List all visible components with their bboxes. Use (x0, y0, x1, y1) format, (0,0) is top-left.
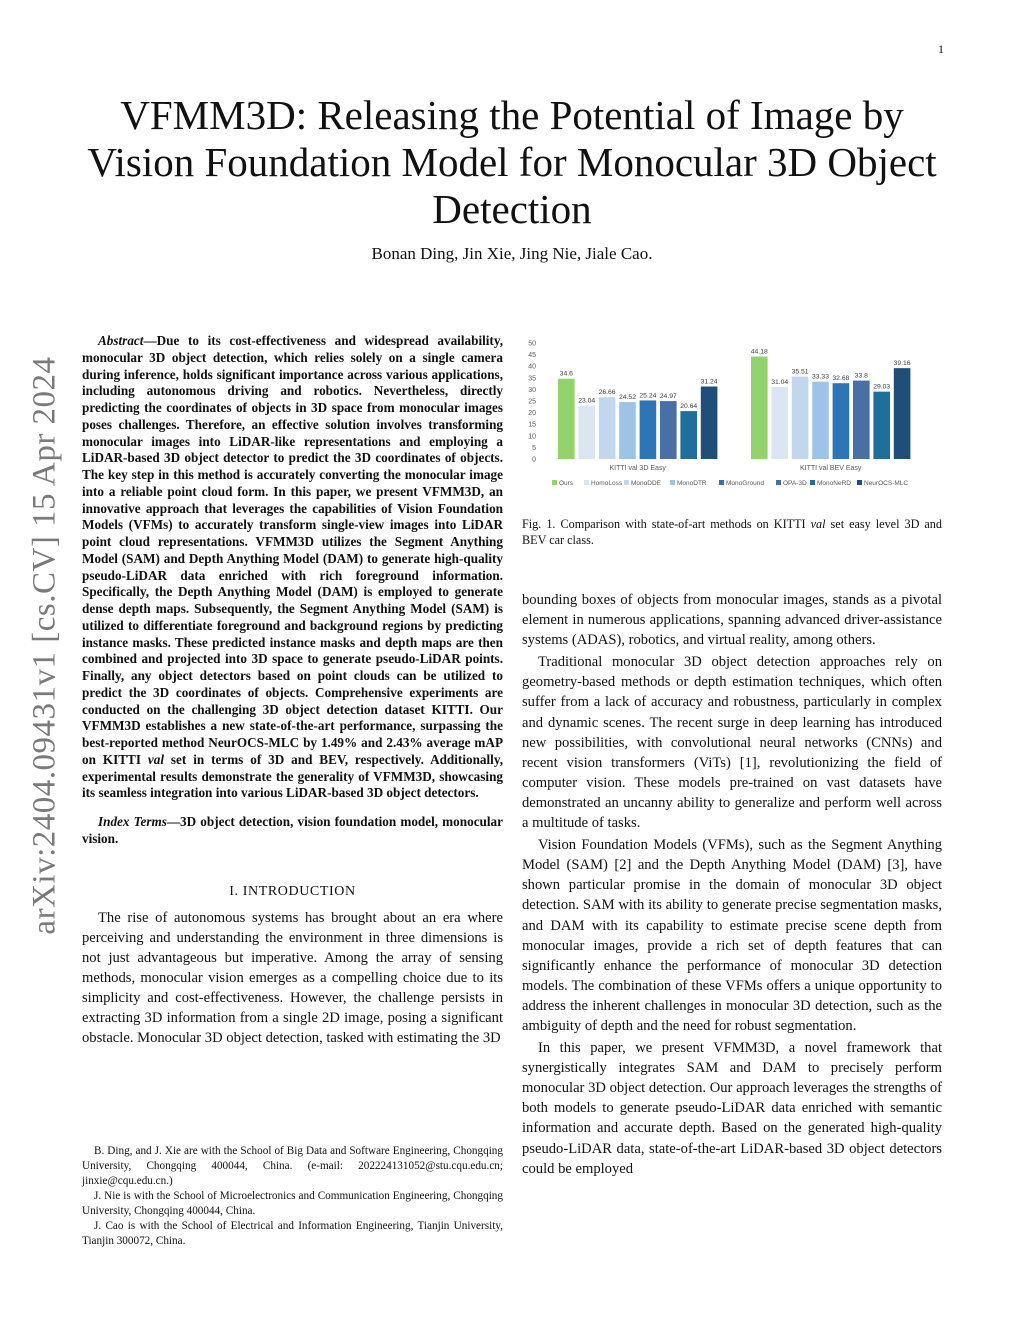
intro-paragraph: The rise of autonomous systems has brought about an era where perceiving and understanding the environment in three dimensions is not just advantageous but imperative. Among the array of sensing methods, monocular vision emerges as a compelling choice due to its simplicity and cost-effectiveness. However, the challenge persists in extracting 3D information from a single 2D image, posing a significant obstacle. Monocular 3D object detection, tasked with estimating the 3D (82, 909, 503, 1047)
legend-label: MonoNeRD (817, 480, 851, 487)
y-tick-label: 30 (528, 386, 536, 394)
bar (853, 381, 870, 459)
y-tick-label: 0 (532, 456, 536, 464)
bar (680, 411, 697, 459)
bar (640, 400, 657, 459)
author-list: Bonan Ding, Jin Xie, Jing Nie, Jiale Cao. (371, 244, 653, 263)
abstract-dash: — (143, 333, 157, 348)
bar-value-label: 32.68 (832, 375, 850, 383)
x-category-label: KITTI val BEV Easy (799, 465, 862, 472)
author-footnotes (82, 1144, 503, 1249)
legend-label: Ours (559, 480, 574, 487)
bar (701, 387, 718, 459)
title-line-3: Detection (432, 186, 592, 232)
index-terms-dash: — (166, 814, 181, 829)
bar-value-label: 33.8 (854, 372, 868, 380)
legend-swatch (584, 480, 589, 485)
bar-value-label: 34.6 (559, 370, 573, 378)
bar-value-label: 26.66 (598, 389, 616, 397)
abstract-lead: Abstract (98, 333, 144, 348)
bar-value-label: 44.18 (750, 348, 768, 356)
bar (833, 383, 850, 459)
legend-swatch (810, 480, 815, 485)
right-column (522, 333, 942, 1179)
legend-label: MonoDDE (631, 480, 661, 487)
paper-title (60, 92, 964, 233)
legend-label: NeurOCS-MLC (864, 480, 909, 487)
arxiv-identifier-stamp (8, 350, 82, 940)
bar-chart (522, 333, 942, 493)
y-tick-label: 20 (528, 410, 536, 418)
page-number: 1 (938, 42, 944, 56)
bar (873, 392, 890, 459)
bar-value-label: 35.51 (791, 368, 809, 376)
section-heading-introduction (82, 884, 503, 900)
bar (599, 397, 616, 459)
bar (751, 357, 768, 459)
caption-text: Fig. 1. Comparison with state-of-art methods on KITTI (522, 517, 811, 531)
footnote-3: J. Cao is with the School of Electrical and Information Engineering, Tianjin University, Tianjin 300072, China. (82, 1220, 503, 1247)
legend-swatch (857, 480, 862, 485)
abstract-text-end: set in terms of 3D and BEV, respectively. Additionally, experimental results demonstrate the generality of VFMM3D, showcasing its seamless integration into various LiDAR-based 3D object detectors. (82, 751, 503, 801)
index-terms (82, 814, 503, 848)
body-paragraph-1: bounding boxes of objects from monocular images, stands as a pivotal element in numerous applications, spanning advanced driver-assistance systems (ADAS), robotics, and virtual reality, among others. (522, 592, 942, 649)
caption-val-word: val (810, 517, 826, 531)
figure-1 (522, 333, 942, 493)
bar-value-label: 23.04 (578, 397, 596, 405)
bar-value-label: 31.04 (771, 378, 789, 386)
bar-value-label: 25.24 (639, 392, 657, 400)
bar (812, 382, 829, 459)
x-category-label: KITTI val 3D Easy (609, 465, 666, 472)
footnote-2: J. Nie is with the School of Microelectronics and Communication Engineering, Chongqing University, Chongqing 400044, China. (82, 1190, 503, 1217)
abstract-val-word: val (147, 751, 164, 767)
bar (578, 406, 595, 459)
y-tick-label: 25 (528, 398, 536, 406)
legend-swatch (719, 480, 724, 485)
body-paragraph-3: Vision Foundation Models (VFMs), such as the Segment Anything Model (SAM) [2] and the Depth Anything Model (DAM) [3], have shown particular promise in the domain of monocular 3D object detection. SAM with its ability to generate precise segmentation masks, and DAM with its capability to estimate precise scene depth from monocular images, provide a rich set of depth features that can significantly enhance the performance of monocular 3D detection models. The combination of these VFMs offers a unique opportunity to address the inherent challenges in monocular 3D detection, such as the ambiguity of depth and the need for robust segmentation. (522, 837, 942, 1034)
bar-value-label: 20.64 (680, 403, 698, 411)
y-tick-label: 40 (528, 363, 536, 371)
left-column (82, 333, 503, 1048)
legend-swatch (670, 480, 675, 485)
legend-label: MonoGround (726, 480, 764, 487)
title-line-2: Vision Foundation Model for Monocular 3D Object (87, 139, 937, 185)
index-terms-text: 3D object detection, vision foundation model, monocular vision. (82, 814, 503, 846)
caption-text-end: set easy level 3D and BEV car class. (522, 517, 942, 547)
legend-label: MonoDTR (677, 480, 707, 487)
bar-value-label: 39.16 (893, 360, 911, 368)
introduction-body (82, 908, 503, 1049)
arxiv-identifier-text: arXiv:2404.09431v1 [cs.CV] 15 Apr 2024 (26, 355, 63, 935)
abstract (82, 333, 503, 802)
title-line-1: VFMM3D: Releasing the Potential of Image by (120, 92, 904, 138)
index-terms-lead: Index Terms (98, 814, 167, 829)
legend-label: OPA-3D (783, 480, 807, 487)
bar-value-label: 24.52 (618, 394, 637, 402)
bar-value-label: 29.03 (873, 383, 891, 391)
y-tick-label: 50 (528, 340, 536, 348)
y-tick-label: 10 (528, 433, 536, 441)
bar-value-label: 24.97 (659, 393, 677, 401)
legend-label: HomoLoss (591, 480, 623, 487)
legend-swatch (624, 480, 629, 485)
body-paragraph-4: In this paper, we present VFMM3D, a novel framework that synergistically integrates SAM and DAM to precisely perform monocular 3D object detection. Our approach leverages the strengths of both models to generate pseudo-LiDAR data enriched with semantic information and accurate depth. Based on the generated high-quality pseudo-LiDAR data, state-of-the-art LiDAR-based 3D object detectors could be employed (522, 1040, 942, 1177)
right-column-body (522, 590, 942, 1179)
legend-swatch (552, 480, 557, 485)
figure-1-caption (522, 517, 942, 548)
y-tick-label: 15 (528, 421, 536, 429)
section-title-rest: NTRODUCTION (248, 883, 356, 899)
y-tick-label: 5 (532, 444, 536, 452)
bar (792, 377, 809, 459)
bar-value-label: 31.24 (700, 378, 718, 386)
body-paragraph-2: Traditional monocular 3D object detection approaches rely on geometry-based methods or depth estimation techniques, which often suffer from a lack of accuracy and robustness, particularly in complex and dynamic scenes. The recent surge in deep learning has introduced new possibilities, with convolutional neural networks (CNNs) and recent vision transformers (ViTs) [1], revolutionizing the field of computer vision. These models pre-trained on vast datasets have demonstrated an uncanny ability to generalize and perform well across a multitude of tasks. (522, 654, 942, 832)
section-numeral: I. (229, 883, 243, 899)
bar (660, 401, 677, 459)
y-tick-label: 45 (528, 352, 536, 360)
footnote-1: B. Ding, and J. Xie are with the School of Big Data and Software Engineering, Chongqing University, Chongqing 400044, China. (e-mail: 202224131052@stu.cqu.edu.cn; jinxie@cqu.edu.cn.) (82, 1145, 503, 1187)
legend-swatch (776, 480, 781, 485)
bar (894, 368, 911, 459)
bar (558, 379, 575, 459)
section-initial: I (242, 883, 248, 899)
y-tick-label: 35 (528, 375, 536, 383)
abstract-text: Due to its cost-effectiveness and widespread availability, monocular 3D object detection, which relies solely on a single camera during inference, holds significant importance across various applications, including autonomous driving and robotics. Nevertheless, directly predicting the coordinates of objects in 3D space from monocular images poses challenges. Therefore, an effective solution involves transforming monocular images into LiDAR-like representations and employing a LiDAR-based 3D object detector to predict the 3D coordinates of objects. The key step in this method is accurately converting the monocular image into a reliable point cloud form. In this paper, we present VFMM3D, an innovative approach that leverages the capabilities of Vision Foundation Models (VFMs) to accurately transform single-view images into LiDAR point cloud representations. VFMM3D utilizes the Segment Anything Model (SAM) and Depth Anything Model (DAM) to generate high-quality pseudo-LiDAR data enriched with rich foreground information. Specifically, the Depth Anything Model (DAM) is employed to generate dense depth maps. Subsequently, the Segment Anything Model (SAM) is utilized to differentiate foreground and background regions by predicting instance masks. These predicted instance masks and depth maps are then combined and projected into 3D space to generate pseudo-LiDAR points. Finally, any object detectors based on point clouds can be utilized to predict the 3D coordinates of objects. Comprehensive experiments are conducted on the challenging 3D object detection dataset KITTI. Our VFMM3D establishes a new state-of-the-art performance, surpassing the best-reported method NeurOCS-MLC by 1.49% and 2.43% average mAP on KITTI (82, 333, 503, 767)
bar (771, 387, 788, 459)
bar-value-label: 33.33 (811, 373, 830, 381)
bar (619, 402, 636, 459)
